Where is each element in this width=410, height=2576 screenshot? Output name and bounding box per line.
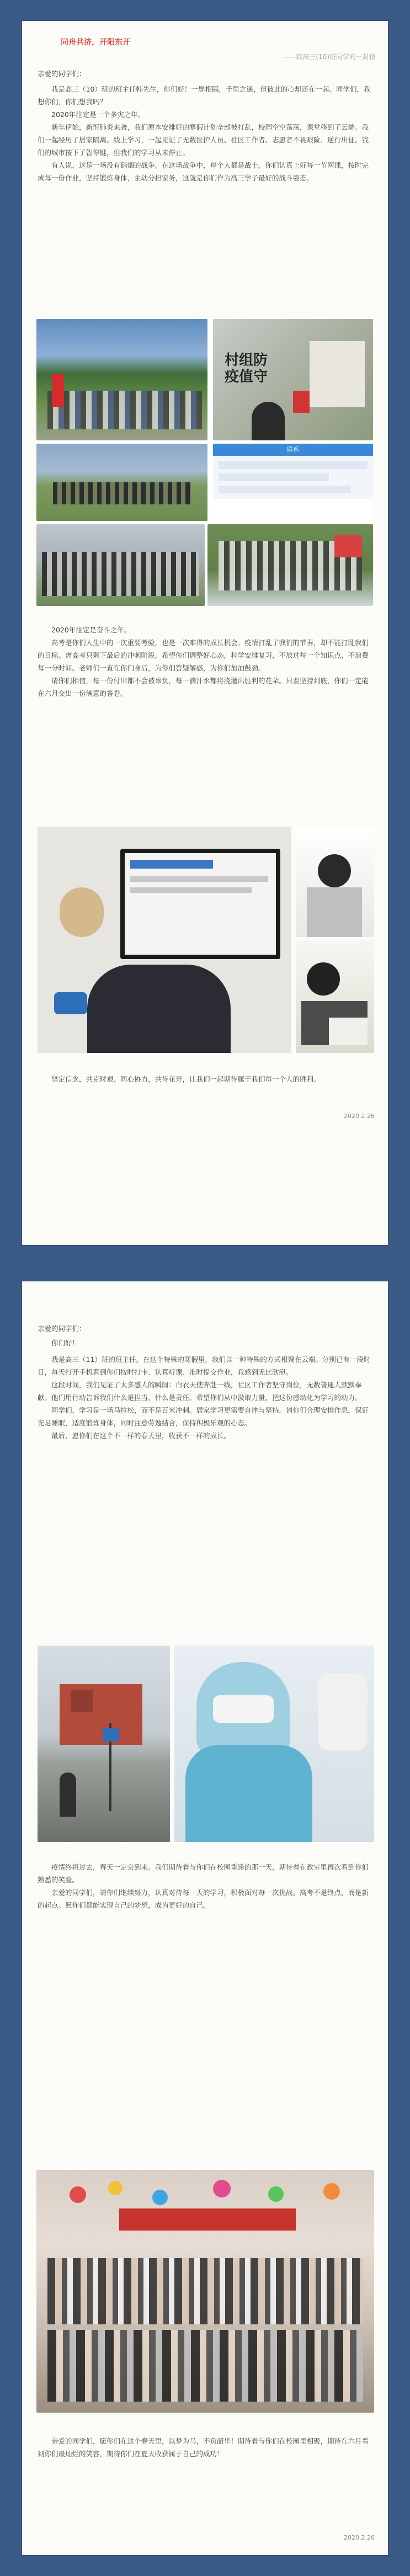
letter-two-closing: 亲爱的同学们，愿你们在这个春天里，以梦为马，不负韶华！期待着与你们在校园里相聚，期待在六月看到你们最灿烂的笑容，期待你们在夏天收获属于自己的成功！ — [38, 2437, 369, 2458]
field-photo-image — [36, 444, 207, 521]
letter-one-closing: 坚定信念，共克时艰。同心协力，共待花开，让我们一起期待属于我们每一个人的胜利。 — [51, 1075, 321, 1083]
paragraph: 2020年注定是奋斗之年。 — [51, 626, 131, 634]
letter-two-body — [38, 1353, 374, 1442]
photo-collage-three — [38, 1646, 374, 1842]
paragraph: 有人说，这是一场没有硝烟的战争。在这场战争中，每个人都是战士。你们认真上好每一节网课，按时完成每一份作业，坚持锻炼身体，主动分担家务，这就是你们作为高三学子最好的战斗姿态。 — [38, 161, 369, 182]
letter-one-panel — [22, 21, 388, 1245]
paragraph: 这段时间，我们见证了太多感人的瞬间：白衣天使奔赴一线，社区工作者坚守岗位，无数普通人默默奉献。他们用行动告诉我们什么是担当，什么是责任。希望你们从中汲取力量，把这份感动化为学习的动力。 — [38, 1381, 362, 1402]
letter-two-panel — [22, 1281, 388, 2555]
paragraph: 同学们，学习是一场马拉松，而不是百米冲刺。居家学习更需要自律与坚持。请你们合理安排作息，保证充足睡眠，适度锻炼身体，同时注意劳逸结合，保持积极乐观的心态。 — [38, 1406, 369, 1427]
reading-photo-image — [296, 827, 374, 937]
letter-one-greeting: 亲爱的同学们： — [38, 70, 86, 78]
letter-two-hello: 你们好！ — [51, 1339, 79, 1347]
photo-collage-one — [36, 319, 373, 606]
letter-one-body-two — [38, 624, 374, 700]
letter-one-title: 同舟共济，开阳东开 — [61, 38, 130, 47]
group-photo-image — [36, 319, 207, 440]
online-study-photo-image — [38, 827, 291, 1053]
volunteer-photo-image — [213, 319, 373, 440]
phone-header-bar: 联系 — [213, 444, 373, 456]
paragraph: 高考是你们人生中的一次重要考验，也是一次难得的成长机会。疫情打乱了我们的节奏，却不能打乱我们的目标。离高考只剩下最后的冲刺阶段，希望你们调整好心态，科学安排复习，不放过每一个知识点，不浪费每一分时间。老师们一直在你们身后，为你们答疑解惑，为你们加油鼓劲。 — [38, 638, 369, 672]
letter-two-greeting: 亲爱的同学们： — [38, 1324, 86, 1333]
letter-one-date: 2020.2.26 — [344, 1113, 375, 1120]
paragraph: 亲爱的同学们，请你们继续努力，认真对待每一天的学习，积极面对每一次挑战。高考不是终点，而是新的起点。愿你们都能实现自己的梦想，成为更好的自己。 — [38, 1888, 369, 1909]
students-photo-image — [36, 524, 205, 606]
photo-collage-two — [38, 827, 374, 1053]
paragraph: 请你们相信，每一份付出都不会被辜负，每一滴汗水都将浇灌出胜利的花朵。只要坚持到底，你们一定能在六月交出一份满意的答卷。 — [38, 677, 369, 698]
paragraph: 最后，愿你们在这个不一样的春天里，收获不一样的成长。 — [51, 1431, 231, 1440]
class-photo-image — [36, 2170, 374, 2413]
letter-two-date: 2020.2.26 — [344, 2534, 375, 2541]
paragraph: 我是高三（11）班的班主任。在这个特殊的寒假里，我们以一种特殊的方式相聚在云端。分别已有一段时日，每天打开手机看到你们按时打卡、认真听课、准时提交作业，我感到无比欣慰。 — [38, 1355, 371, 1376]
homework-photo-image — [296, 940, 374, 1053]
paragraph: 2020年注定是一个多灾之年。 — [51, 110, 145, 119]
medic-photo-image — [174, 1646, 374, 1842]
team-photo-image — [207, 524, 373, 606]
letter-two-body-two — [38, 1861, 374, 1912]
checkpoint-photo-image — [38, 1646, 170, 1842]
letter-one-subtitle: ——致高三(10)班同学的一封信 — [283, 53, 376, 61]
phone-screenshot-image — [213, 444, 373, 499]
photo-caption: 村组防疫值守 — [224, 352, 268, 385]
paragraph: 我是高三（10）班的班主任韩先生，你们好！一屏相隔，千里之遥，但彼此的心却还在一起。同学们，我想你们，你们想我吗？ — [38, 85, 371, 106]
paragraph: 新年伊始，新冠肺炎来袭，我们原本安排好的寒假计划全部被打乱，校园空空荡荡，课堂移到了云端。我们一起经历了居家隔离、线上学习，一起见证了无数医护人员、社区工作者、志愿者不畏艰险、逆行出征。我们的城市按下了暂停键，但我们的学习从未停止。 — [38, 123, 369, 157]
letter-one-body — [38, 83, 374, 184]
paragraph: 疫情终将过去，春天一定会到来。我们期待着与你们在校园重逢的那一天，期待着在教室里再次看到你们熟悉的笑脸。 — [38, 1863, 369, 1884]
